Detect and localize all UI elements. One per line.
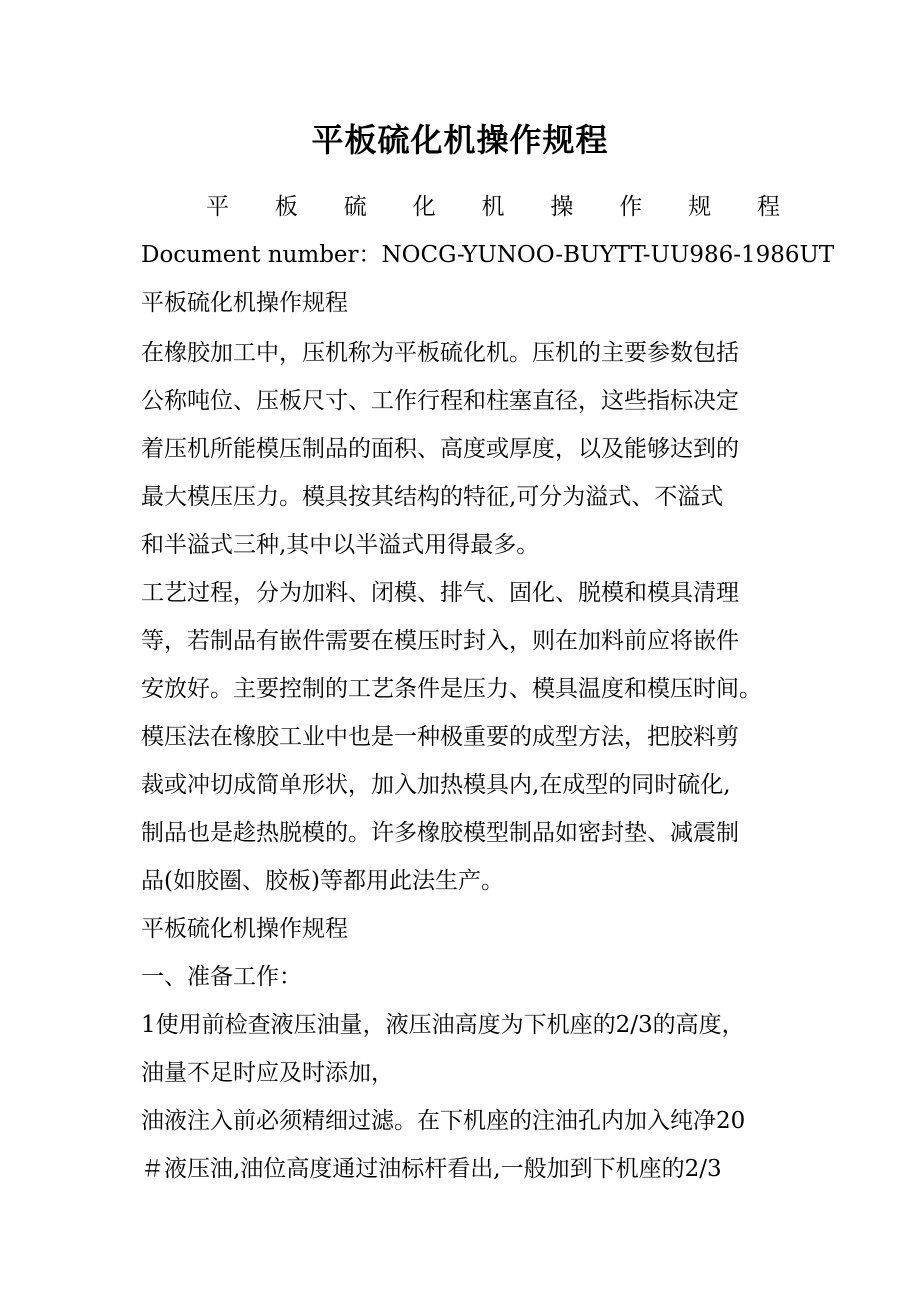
body-line: 油液注入前必须精细过滤。在下机座的注油孔内加入纯净20 <box>141 1108 746 1134</box>
body-line: 油量不足时应及时添加， <box>141 1060 394 1086</box>
spaced-title-char: 操 <box>550 194 574 220</box>
body-line: 裁或冲切成简单形状，加入加热模具内,在成型的同时硫化, <box>141 772 731 798</box>
body-line: 品(如胶圈、胶板)等都用此法生产。 <box>141 868 504 894</box>
spaced-title-char: 硫 <box>343 194 367 220</box>
spaced-title-char: 作 <box>619 194 643 220</box>
document-number: Document number：NOCG-YUNOO-BUYTT-UU986-1986UT <box>141 242 835 268</box>
body-line: 等，若制品有嵌件需要在模压时封入，则在加料前应将嵌件 <box>141 628 739 654</box>
body-line: 工艺过程，分为加料、闭模、排气、固化、脱模和模具清理 <box>141 580 739 606</box>
spaced-title-char: 化 <box>412 194 436 220</box>
section-heading: 平板硫化机操作规程 <box>141 290 348 316</box>
document-title: 平板硫化机操作规程 <box>311 121 609 159</box>
spaced-title-char: 平 <box>206 194 229 220</box>
body-line: 和半溢式三种,其中以半溢式用得最多。 <box>141 532 540 558</box>
body-line: 模压法在橡胶工业中也是一种极重要的成型方法，把胶料剪 <box>141 724 739 750</box>
section-heading: 平板硫化机操作规程 <box>141 916 348 942</box>
body-line: 公称吨位、压板尺寸、工作行程和柱塞直径，这些指标决定 <box>141 388 739 414</box>
spaced-title-char: 板 <box>274 194 298 220</box>
body-line: 最大模压压力。模具按其结构的特征,可分为溢式、不溢式 <box>141 484 724 510</box>
body-line: 1使用前检查液压油量，液压油高度为下机座的2/3的高度， <box>141 1012 745 1038</box>
body-line: ＃液压油,油位高度通过油标杆看出,一般加到下机座的2/3 <box>141 1156 722 1182</box>
body-line: 着压机所能模压制品的面积、高度或厚度，以及能够达到的 <box>141 436 739 462</box>
subsection-heading: 一、准备工作： <box>141 964 302 990</box>
body-line: 安放好。主要控制的工艺条件是压力、模具温度和模压时间。 <box>141 676 762 702</box>
body-line: 制品也是趁热脱模的。许多橡胶模型制品如密封垫、减震制 <box>141 820 739 846</box>
body-line: 在橡胶加工中，压机称为平板硫化机。压机的主要参数包括 <box>141 340 739 366</box>
spaced-title <box>206 188 780 226</box>
spaced-title-char: 机 <box>481 194 505 220</box>
spaced-title-char: 程 <box>757 194 780 220</box>
spaced-title-char: 规 <box>688 194 712 220</box>
